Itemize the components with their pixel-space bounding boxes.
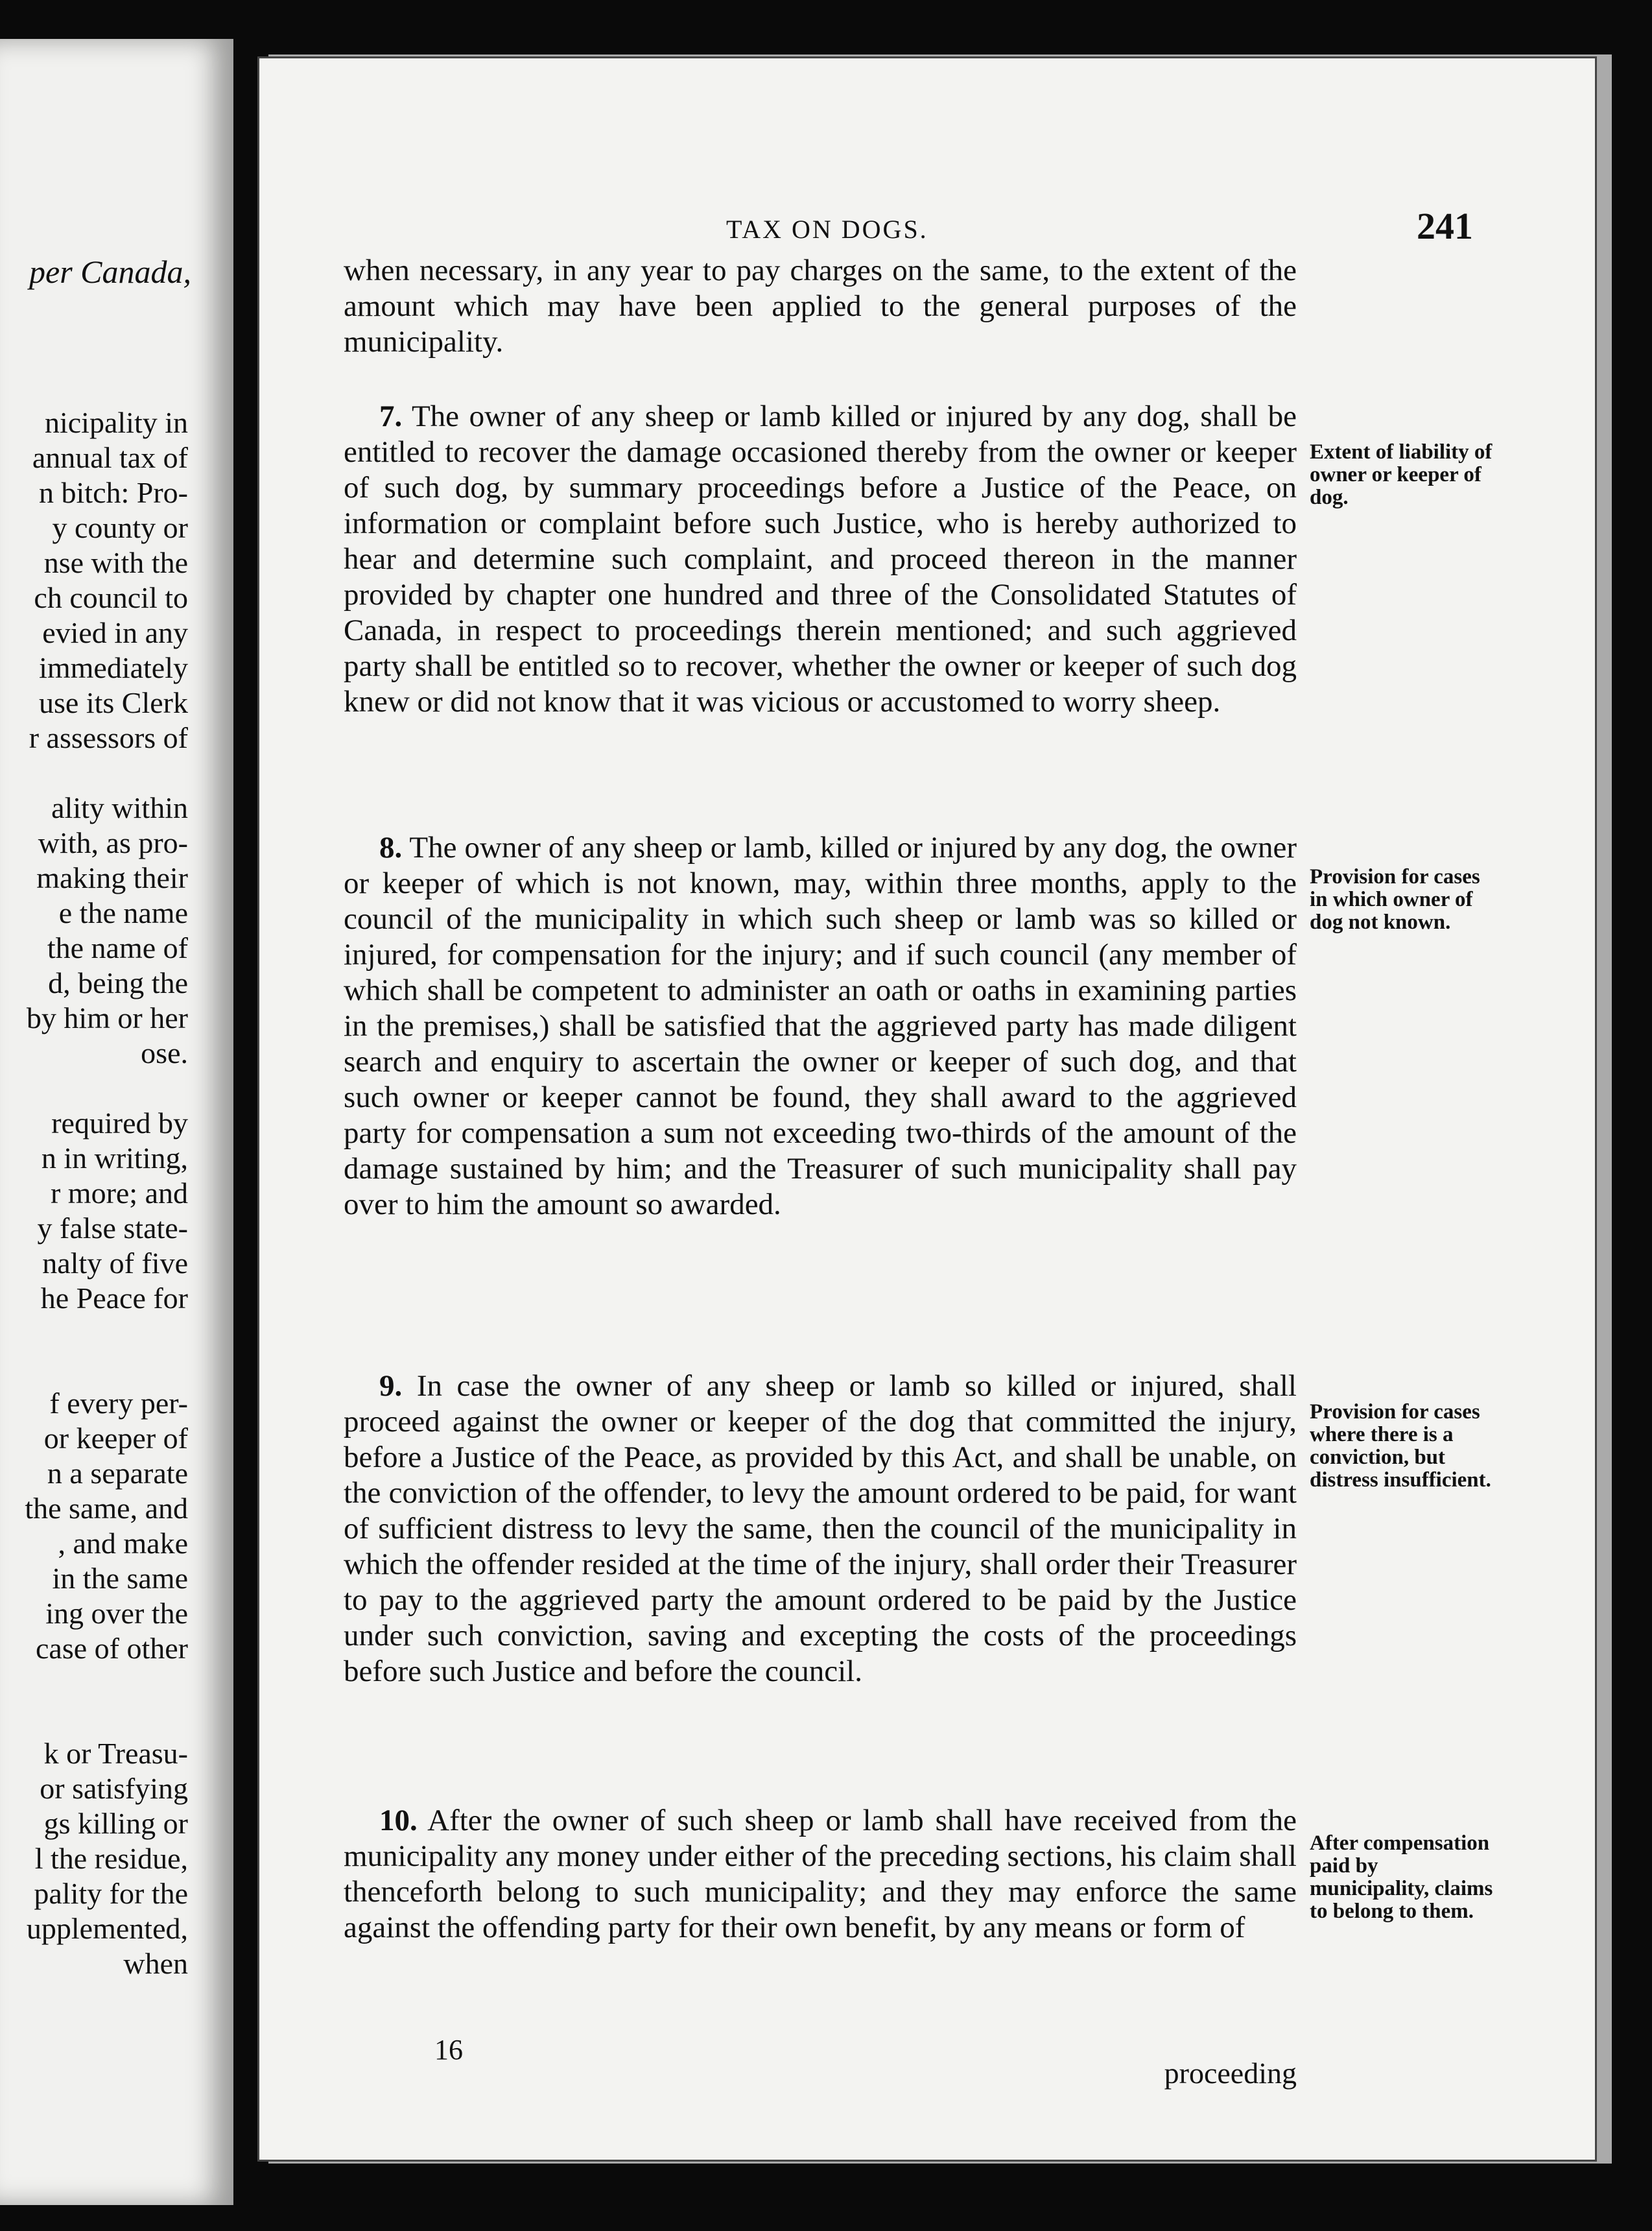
previous-page-line: case of other bbox=[36, 1632, 188, 1665]
section-8 bbox=[344, 830, 1297, 1223]
previous-page-line: e the name bbox=[58, 896, 188, 929]
previous-page-line: when bbox=[123, 1947, 188, 1980]
catchword: proceeding bbox=[1164, 2057, 1297, 2090]
previous-page-line: ality within bbox=[51, 791, 188, 824]
section-9-number: 9. bbox=[379, 1369, 403, 1403]
previous-page-line: ing over the bbox=[45, 1597, 188, 1630]
section-9-margin-note: Provision for cases where there is a conviction, but distress insufficient. bbox=[1310, 1400, 1491, 1492]
section-7-text: The owner of any sheep or lamb killed or injured by any dog, shall be entitled to recover the damage occasioned thereby from the owner or keeper of such dog, by summary proceedings before a Justice of the Peace, on information or complaint before such Justice, who is hereby authorized to hear and determine such complaint, and proceed thereon in the manner provided by chapter one hundred and three of the Consolidated Statutes of Canada, in respect to proceedings therein mentioned; and such aggrieved party shall be entitled so to recover, whether the owner or keeper of such dog knew or did not know that it was vicious or accustomed to worry sheep. bbox=[344, 400, 1297, 719]
previous-page-line: d, being the bbox=[48, 966, 188, 999]
section-10 bbox=[344, 1803, 1297, 1946]
previous-page-line: nalty of five bbox=[42, 1247, 188, 1280]
previous-page-line: n a separate bbox=[47, 1457, 188, 1490]
previous-page-line bbox=[0, 1316, 188, 1351]
previous-page-line: in the same bbox=[52, 1562, 188, 1595]
page bbox=[259, 58, 1595, 2160]
previous-page-line bbox=[0, 1701, 188, 1736]
previous-page-line bbox=[0, 1666, 188, 1701]
section-7 bbox=[344, 399, 1297, 720]
previous-page-header: per Canada, bbox=[29, 254, 191, 290]
previous-page-line: by him or her bbox=[26, 1001, 188, 1034]
running-header: TAX ON DOGS. bbox=[726, 215, 928, 244]
previous-page-line: immediately bbox=[39, 651, 188, 684]
previous-page-line: gs killing or bbox=[43, 1807, 188, 1840]
previous-page-line: or keeper of bbox=[43, 1422, 188, 1455]
section-10-text: After the owner of such sheep or lamb shall have received from the municipality any money under either of the preceding sections, his claim shall thenceforth belong to such municipality; and they may enforce the same against the offending party for their own benefit, by any means or form of bbox=[344, 1804, 1297, 1944]
section-9 bbox=[344, 1368, 1297, 1689]
page-number: 241 bbox=[1417, 205, 1473, 247]
previous-page-line: ose. bbox=[141, 1036, 188, 1069]
previous-page-line: n bitch: Pro- bbox=[39, 476, 188, 509]
section-9-text: In case the owner of any sheep or lamb so killed or injured, shall proceed against the owner or keeper of the dog that committed the injury, before a Justice of the Peace, as provided by this Act, and shall be unable, on the conviction of the offender, to levy the amount ordered to be paid, for want of sufficient distress to levy the same, then the council of the municipality in which the offender resided at the time of the injury, shall order their Treasurer to pay to the aggrieved party the amount ordered to be paid by the Justice under such conviction, saving and excepting the costs of the proceedings before such Justice and before the council. bbox=[344, 1369, 1297, 1688]
continuation-paragraph bbox=[344, 253, 1297, 360]
previous-page-line: y false state- bbox=[37, 1211, 188, 1245]
previous-page-line: use its Clerk bbox=[39, 686, 188, 719]
section-10-margin-note: After compensation paid by municipality, claims to belong to them. bbox=[1310, 1831, 1493, 1923]
previous-page-line: l the residue, bbox=[34, 1842, 188, 1875]
section-7-margin-note: Extent of liability of owner or keeper of dog. bbox=[1310, 440, 1493, 509]
previous-page-line: nse with the bbox=[43, 546, 188, 579]
previous-page-line: with, as pro- bbox=[38, 826, 188, 859]
section-8-margin-note: Provision for cases in which owner of dog not known. bbox=[1310, 865, 1480, 934]
previous-page-line: or satisfying bbox=[40, 1772, 188, 1805]
previous-page-line: r more; and bbox=[50, 1176, 188, 1210]
previous-page-line: f every per- bbox=[49, 1387, 188, 1420]
previous-page-line bbox=[0, 1071, 188, 1106]
previous-page-line: n in writing, bbox=[41, 1141, 188, 1175]
previous-page-text bbox=[0, 405, 188, 1981]
previous-page-line: upplemented, bbox=[26, 1912, 188, 1945]
section-8-number: 8. bbox=[379, 831, 403, 865]
previous-page-fragment bbox=[0, 39, 233, 2205]
previous-page-line: r assessors of bbox=[29, 721, 188, 754]
previous-page-line: annual tax of bbox=[32, 441, 188, 474]
section-10-number: 10. bbox=[379, 1804, 418, 1837]
previous-page-line: required by bbox=[51, 1106, 188, 1139]
previous-page-line: the same, and bbox=[25, 1492, 188, 1525]
previous-page-line: evied in any bbox=[42, 616, 188, 649]
previous-page-line bbox=[0, 756, 188, 791]
previous-page-line: he Peace for bbox=[40, 1282, 188, 1315]
previous-page-line: k or Treasu- bbox=[43, 1737, 188, 1770]
section-8-text: The owner of any sheep or lamb, killed or injured by any dog, the owner or keeper of which is not known, may, within three months, apply to the council of the municipality in which such sheep or lamb was so killed or injured, for compensation for the injury; and if such council (any member of which shall be competent to administer an oath or oaths in examining parties in the premises,) shall be satisfied that the aggrieved party has made diligent search and enquiry to ascertain the owner or keeper of such dog, and that such owner or keeper cannot be found, they shall award to the aggrieved party for compensation a sum not exceeding two-thirds of the amount of the damage sustained by him; and the Treasurer of such municipality shall pay over to him the amount so awarded. bbox=[344, 831, 1297, 1221]
previous-page-line: making their bbox=[36, 861, 188, 894]
previous-page-line: y county or bbox=[52, 511, 188, 544]
continuation-text: when necessary, in any year to pay charges on the same, to the extent of the amount which may have been applied to the general purposes of the municipality. bbox=[344, 254, 1297, 359]
previous-page-line bbox=[0, 1351, 188, 1386]
previous-page-line: ch council to bbox=[34, 581, 188, 614]
previous-page-line: , and make bbox=[58, 1527, 188, 1560]
previous-page-line: pality for the bbox=[34, 1877, 188, 1910]
previous-page-line: nicipality in bbox=[44, 406, 188, 439]
signature-mark: 16 bbox=[434, 2034, 463, 2066]
section-7-number: 7. bbox=[379, 400, 403, 433]
previous-page-line: the name of bbox=[47, 931, 188, 964]
